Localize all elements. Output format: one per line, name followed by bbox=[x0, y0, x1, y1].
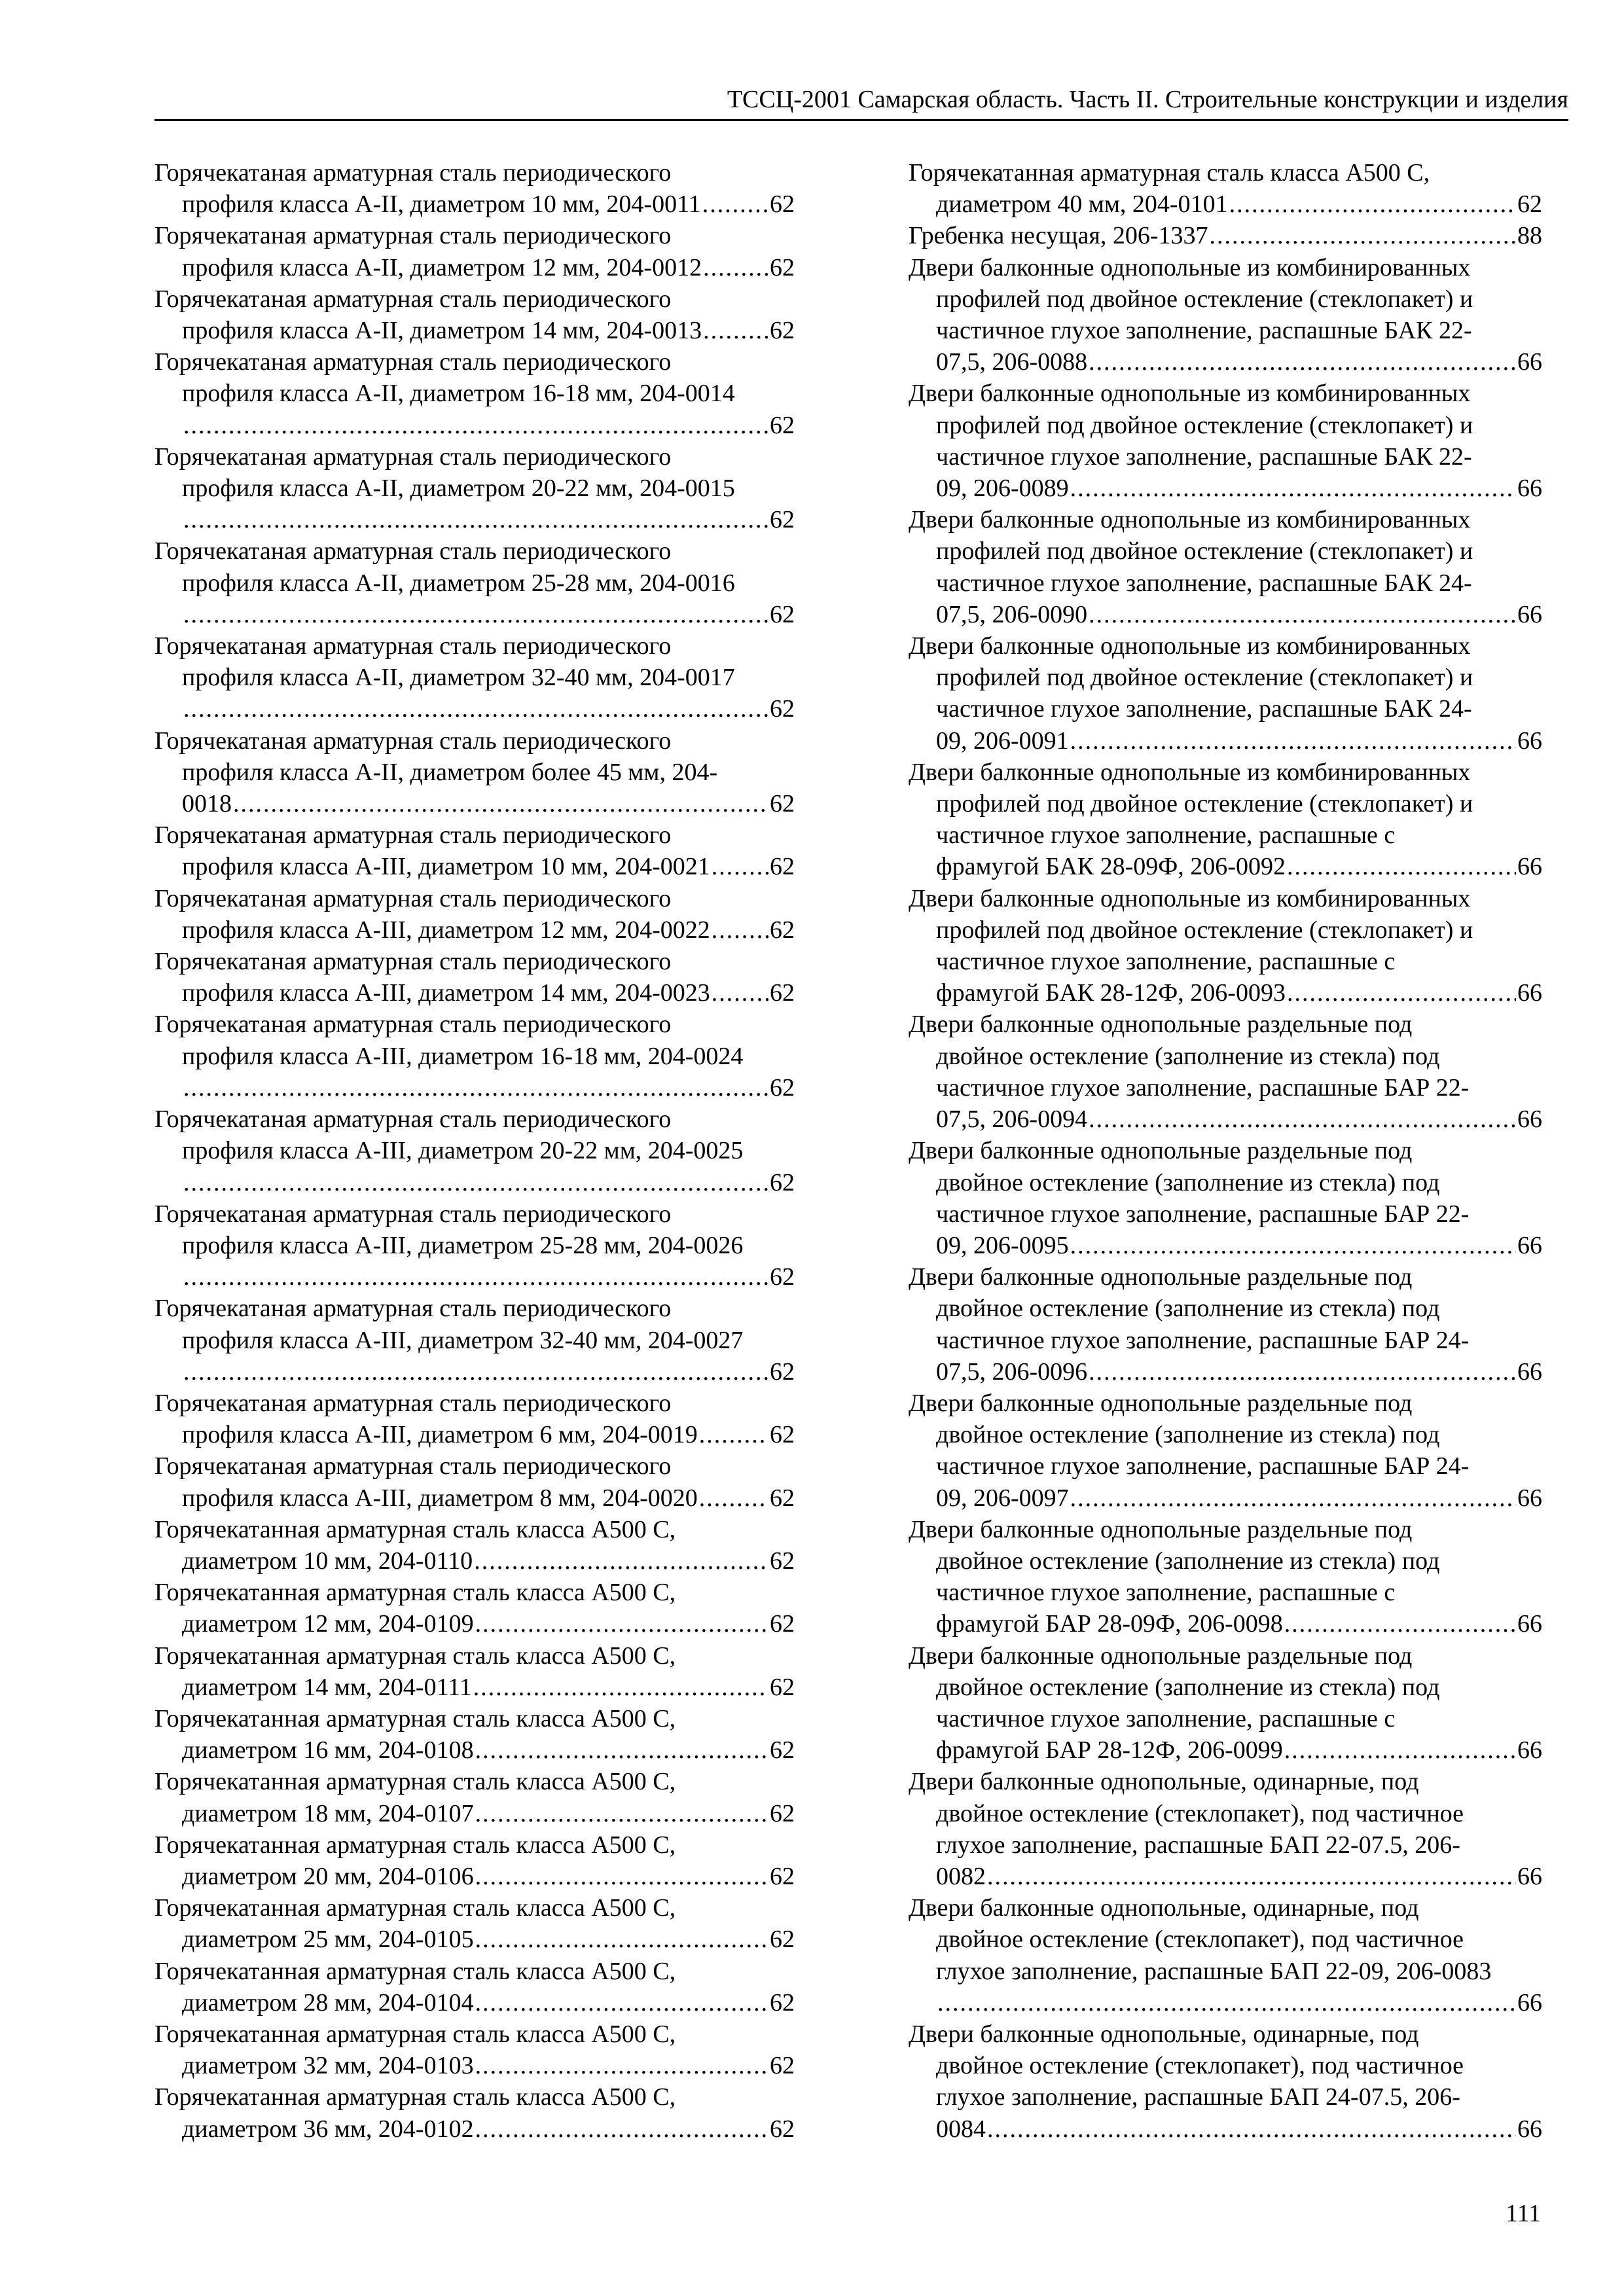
page-number: 111 bbox=[1506, 2200, 1542, 2227]
dot-leader bbox=[475, 1987, 768, 2018]
index-entry bbox=[909, 157, 1542, 220]
entry-text-line: диаметром 25 мм, 204-0105 bbox=[182, 1926, 474, 1954]
entry-page-number: 62 bbox=[770, 1357, 795, 1386]
entry-text-line: 0018 bbox=[182, 790, 232, 818]
dot-leader bbox=[1070, 1230, 1516, 1261]
entry-text-line: диаметром 20 мм, 204-0106 bbox=[182, 1862, 474, 1890]
entry-text-line: профиля класса А-II, диаметром более 45 мм, 204- bbox=[182, 758, 718, 786]
index-entry bbox=[154, 283, 795, 346]
entry-page-number: 62 bbox=[770, 1610, 795, 1638]
entry-text-line: Горячекатаная арматурная сталь периодического bbox=[154, 884, 672, 912]
index-entry bbox=[909, 1892, 1542, 2018]
entry-text-line: Горячекатаная арматурная сталь периодического bbox=[154, 159, 672, 187]
entry-text-line: Горячекатаная арматурная сталь периодического bbox=[154, 222, 672, 250]
running-header: ТССЦ-2001 Самарская область. Часть II. Строительные конструкции и изделия bbox=[154, 84, 1568, 121]
entry-text-line: Двери балконные однопольные из комбинированных bbox=[909, 884, 1471, 912]
entry-last-line bbox=[936, 473, 1542, 504]
entry-text-line: Горячекатанная арматурная сталь класса А500 С, bbox=[909, 159, 1430, 187]
dot-leader bbox=[1287, 977, 1516, 1009]
dot-leader bbox=[183, 1167, 768, 1198]
entry-text-line: двойное остекление (заполнение из стекла) под bbox=[936, 1168, 1440, 1196]
entry-last-line bbox=[182, 1261, 795, 1293]
dot-leader bbox=[1070, 1482, 1516, 1514]
entry-text-line: глухое заполнение, распашные БАП 22-09, 206-0083 bbox=[936, 1957, 1492, 1985]
index-entry bbox=[909, 504, 1542, 630]
index-entry bbox=[154, 819, 795, 882]
entry-last-line bbox=[936, 188, 1542, 220]
entry-last-line bbox=[182, 1861, 795, 1892]
entry-page-number: 62 bbox=[770, 1862, 795, 1890]
entry-page-number: 62 bbox=[770, 1484, 795, 1512]
entry-last-line bbox=[182, 1987, 795, 2018]
index-entry bbox=[154, 1766, 795, 1829]
entry-text-line: Горячекатаная арматурная сталь периодического bbox=[154, 442, 672, 471]
index-entry bbox=[154, 1293, 795, 1388]
index-entry bbox=[909, 220, 1542, 251]
entry-text-line: Горячекатаная арматурная сталь периодического bbox=[154, 1295, 672, 1323]
index-entry bbox=[154, 220, 795, 283]
entry-last-line bbox=[936, 1103, 1542, 1135]
entry-last-line bbox=[936, 1608, 1542, 1640]
dot-leader bbox=[987, 2113, 1516, 2145]
entry-page-number: 62 bbox=[770, 1547, 795, 1575]
entry-last-line bbox=[936, 346, 1542, 378]
dot-leader bbox=[1089, 1356, 1516, 1388]
index-entry bbox=[154, 1640, 795, 1703]
entry-text-line: профилей под двойное остекление (стеклопакет) и bbox=[936, 916, 1473, 944]
dot-leader bbox=[1229, 188, 1516, 220]
entry-text-line: 09, 206-0097 bbox=[936, 1484, 1069, 1512]
index-entry bbox=[154, 946, 795, 1009]
entry-last-line bbox=[936, 2113, 1542, 2145]
entry-last-line bbox=[182, 1545, 795, 1577]
dot-leader bbox=[1070, 725, 1516, 757]
index-entry bbox=[154, 2081, 795, 2144]
dot-leader bbox=[712, 851, 768, 882]
dot-leader bbox=[1284, 1734, 1516, 1766]
entry-last-line bbox=[182, 1924, 795, 1955]
dot-leader bbox=[473, 1672, 768, 1703]
entry-text-line: Двери балконные однопольные, одинарные, под bbox=[909, 1894, 1419, 1922]
entry-page-number: 66 bbox=[1517, 1231, 1542, 1259]
entry-text-line: Двери балконные однопольные раздельные под bbox=[909, 1389, 1413, 1417]
entry-page-number: 66 bbox=[1517, 1484, 1542, 1512]
entry-text-line: Горячекатаная арматурная сталь периодического bbox=[154, 1011, 672, 1039]
entry-text-line: частичное глухое заполнение, распашные БАК 24- bbox=[936, 569, 1472, 597]
entry-last-line bbox=[936, 1482, 1542, 1514]
entry-text-line: фрамугой БАР 28-12Ф, 206-0099 bbox=[936, 1736, 1283, 1765]
dot-leader bbox=[475, 1734, 768, 1766]
entry-last-line bbox=[936, 1356, 1542, 1388]
entry-text-line: Двери балконные однопольные из комбинированных bbox=[909, 506, 1471, 534]
index-entry bbox=[154, 630, 795, 725]
entry-text-line: Горячекатанная арматурная сталь класса А500 С, bbox=[154, 1768, 676, 1796]
entry-text-line: диаметром 14 мм, 204-0111 bbox=[182, 1673, 472, 1701]
dot-leader bbox=[702, 188, 768, 220]
dot-leader bbox=[474, 1545, 768, 1577]
entry-page-number: 62 bbox=[770, 1421, 795, 1449]
entry-text-line: Горячекатаная арматурная сталь периодического bbox=[154, 348, 672, 376]
entry-text-line: диаметром 32 мм, 204-0103 bbox=[182, 2052, 474, 2080]
entry-page-number: 66 bbox=[1517, 348, 1542, 376]
entry-text-line: профиля класса А-III, диаметром 10 мм, 204-0021 bbox=[182, 853, 710, 881]
entry-text-line: диаметром 16 мм, 204-0108 bbox=[182, 1736, 474, 1765]
index-entry bbox=[154, 1103, 795, 1198]
entry-text-line: частичное глухое заполнение, распашные БАК 22- bbox=[936, 442, 1472, 471]
entry-text-line: диаметром 10 мм, 204-0110 bbox=[182, 1547, 473, 1575]
entry-text-line: Горячекатанная арматурная сталь класса А500 С, bbox=[154, 1515, 676, 1543]
entry-text-line: Горячекатаная арматурная сталь периодического bbox=[154, 1389, 672, 1417]
entry-last-line bbox=[182, 977, 795, 1009]
entry-last-line bbox=[936, 1861, 1542, 1892]
entry-text-line: 09, 206-0089 bbox=[936, 475, 1069, 503]
entry-last-line bbox=[182, 1734, 795, 1766]
dot-leader bbox=[1210, 220, 1516, 251]
entry-page-number: 62 bbox=[770, 2115, 795, 2143]
entry-page-number: 66 bbox=[1517, 1610, 1542, 1638]
entry-text-line: Двери балконные однопольные раздельные под bbox=[909, 1011, 1413, 1039]
entry-text-line: Горячекатаная арматурная сталь периодического bbox=[154, 1105, 672, 1134]
entry-text-line: фрамугой БАР 28-09Ф, 206-0098 bbox=[936, 1610, 1283, 1638]
entry-text-line: профиля класса А-III, диаметром 14 мм, 204-0023 bbox=[182, 979, 710, 1007]
entry-text-line: Горячекатаная арматурная сталь периодического bbox=[154, 285, 672, 313]
index-entry bbox=[154, 1703, 795, 1766]
entry-text-line: Горячекатанная арматурная сталь класса А500 С, bbox=[154, 1894, 676, 1922]
index-entry bbox=[154, 1892, 795, 1955]
entry-page-number: 62 bbox=[770, 695, 795, 723]
entry-page-number: 66 bbox=[1517, 475, 1542, 503]
entry-page-number: 66 bbox=[1517, 726, 1542, 755]
entry-text-line: профиля класса А-II, диаметром 14 мм, 204-0013 bbox=[182, 317, 702, 345]
entry-page-number: 62 bbox=[770, 317, 795, 345]
dot-leader bbox=[937, 1987, 1516, 2018]
entry-text-line: Горячекатанная арматурная сталь класса А500 С, bbox=[154, 1831, 676, 1859]
entry-last-line bbox=[182, 1672, 795, 1703]
dot-leader bbox=[712, 977, 768, 1009]
index-entry bbox=[154, 2018, 795, 2081]
index-entry bbox=[909, 1388, 1542, 1514]
entry-last-line bbox=[182, 1072, 795, 1103]
index-entry bbox=[154, 1450, 795, 1513]
entry-page-number: 66 bbox=[1517, 2115, 1542, 2143]
dot-leader bbox=[183, 1072, 768, 1103]
index-entry bbox=[154, 441, 795, 536]
entry-page-number: 66 bbox=[1517, 1862, 1542, 1890]
index-entry bbox=[154, 535, 795, 630]
entry-text-line: профиля класса А-II, диаметром 32-40 мм, 204-0017 bbox=[182, 664, 735, 692]
index-column-right bbox=[909, 157, 1542, 2145]
entry-text-line: частичное глухое заполнение, распашные БАР 22- bbox=[936, 1200, 1470, 1228]
entry-last-line bbox=[936, 1734, 1542, 1766]
entry-text-line: Горячекатанная арматурная сталь класса А500 С, bbox=[154, 1641, 676, 1670]
entry-last-line bbox=[182, 504, 795, 535]
entry-text-line: 07,5, 206-0088 bbox=[936, 348, 1088, 376]
index-entry bbox=[154, 1829, 795, 1892]
dot-leader bbox=[183, 693, 768, 725]
entry-text-line: Двери балконные однопольные из комбинированных bbox=[909, 632, 1471, 660]
index-entry bbox=[909, 883, 1542, 1009]
entry-text-line: профилей под двойное остекление (стеклопакет) и bbox=[936, 285, 1473, 313]
entry-text-line: профиля класса А-III, диаметром 8 мм, 204-0020 bbox=[182, 1484, 698, 1512]
entry-text-line: 0084 bbox=[936, 2115, 986, 2143]
entry-text-line: частичное глухое заполнение, распашные с bbox=[936, 948, 1396, 976]
index-entry bbox=[909, 2018, 1542, 2145]
entry-text-line: двойное остекление (заполнение из стекла) под bbox=[936, 1042, 1440, 1070]
entry-last-line bbox=[182, 2113, 795, 2145]
entry-last-line bbox=[936, 977, 1542, 1009]
entry-text-line: двойное остекление (заполнение из стекла) под bbox=[936, 1421, 1440, 1449]
index-entry bbox=[154, 1577, 795, 1640]
entry-page-number: 62 bbox=[770, 1988, 795, 2017]
entry-text-line: Горячекатаная арматурная сталь периодического bbox=[154, 632, 672, 660]
entry-last-line bbox=[182, 788, 795, 819]
entry-text-line: профиля класса А-II, диаметром 12 мм, 204-0012 bbox=[182, 253, 702, 281]
entry-text-line: Горячекатанная арматурная сталь класса А500 С, bbox=[154, 2083, 676, 2111]
entry-text-line: профилей под двойное остекление (стеклопакет) и bbox=[936, 664, 1473, 692]
dot-leader bbox=[475, 1861, 768, 1892]
entry-text-line: частичное глухое заполнение, распашные БАК 22- bbox=[936, 317, 1472, 345]
entry-last-line bbox=[182, 914, 795, 946]
index-entry bbox=[909, 757, 1542, 883]
entry-text-line: фрамугой БАК 28-09Ф, 206-0092 bbox=[936, 853, 1286, 881]
dot-leader bbox=[183, 410, 768, 441]
entry-last-line bbox=[182, 410, 795, 441]
entry-text-line: 07,5, 206-0090 bbox=[936, 600, 1088, 628]
entry-page-number: 66 bbox=[1517, 979, 1542, 1007]
entry-text-line: 07,5, 206-0096 bbox=[936, 1357, 1088, 1386]
entry-text-line: частичное глухое заполнение, распашные с bbox=[936, 821, 1396, 850]
index-entry bbox=[909, 1766, 1542, 1892]
entry-page-number: 62 bbox=[770, 2052, 795, 2080]
dot-leader bbox=[703, 252, 768, 283]
entry-text-line: диаметром 12 мм, 204-0109 bbox=[182, 1610, 474, 1638]
entry-text-line: 09, 206-0091 bbox=[936, 726, 1069, 755]
entry-text-line: Горячекатанная арматурная сталь класса А500 С, bbox=[154, 1579, 676, 1607]
entry-text-line: Двери балконные однопольные из комбинированных bbox=[909, 380, 1471, 408]
entry-text-line: Двери балконные однопольные, одинарные, под bbox=[909, 2020, 1419, 2048]
entry-last-line bbox=[182, 315, 795, 346]
dot-leader bbox=[699, 1482, 768, 1514]
entry-last-line bbox=[182, 693, 795, 725]
dot-leader bbox=[183, 1356, 768, 1388]
entry-text-line: диаметром 36 мм, 204-0102 bbox=[182, 2115, 474, 2143]
index-entry bbox=[909, 1135, 1542, 1261]
entry-text-line: профиля класса А-II, диаметром 25-28 мм, 204-0016 bbox=[182, 569, 735, 597]
entry-last-line bbox=[936, 599, 1542, 630]
entry-text-line: двойное остекление (стеклопакет), под частичное bbox=[936, 1926, 1464, 1954]
entry-text-line: Гребенка несущая, 206-1337 bbox=[909, 222, 1208, 250]
entry-text-line: частичное глухое заполнение, распашные с bbox=[936, 1704, 1396, 1732]
entry-page-number: 66 bbox=[1517, 1988, 1542, 2017]
entry-last-line bbox=[182, 851, 795, 882]
entry-text-line: Двери балконные однопольные раздельные под bbox=[909, 1137, 1413, 1165]
entry-text-line: Горячекатаная арматурная сталь периодического bbox=[154, 537, 672, 565]
entry-text-line: Горячекатанная арматурная сталь класса А500 С, bbox=[154, 1704, 676, 1732]
dot-leader bbox=[1284, 1608, 1516, 1640]
entry-page-number: 62 bbox=[1517, 190, 1542, 219]
dot-leader bbox=[703, 315, 768, 346]
dot-leader bbox=[1089, 1103, 1516, 1135]
entry-last-line bbox=[936, 1230, 1542, 1261]
index-entry bbox=[909, 252, 1542, 378]
entry-text-line: глухое заполнение, распашные БАП 22-07.5, 206- bbox=[936, 1831, 1460, 1859]
entry-page-number: 62 bbox=[770, 853, 795, 881]
entry-text-line: профиля класса А-III, диаметром 25-28 мм, 204-0026 bbox=[182, 1231, 744, 1259]
dot-leader bbox=[475, 1924, 768, 1955]
entry-text-line: Двери балконные однопольные раздельные под bbox=[909, 1515, 1413, 1543]
entry-page-number: 62 bbox=[770, 506, 795, 534]
index-entry bbox=[154, 1956, 795, 2018]
dot-leader bbox=[183, 599, 768, 630]
entry-text-line: профиля класса А-III, диаметром 12 мм, 204-0022 bbox=[182, 916, 710, 944]
entry-text-line: 09, 206-0095 bbox=[936, 1231, 1069, 1259]
entry-last-line bbox=[909, 220, 1542, 251]
entry-page-number: 62 bbox=[770, 1263, 795, 1291]
entry-last-line bbox=[182, 2050, 795, 2081]
entry-text-line: Горячекатаная арматурная сталь периодического bbox=[154, 1452, 672, 1480]
entry-text-line: двойное остекление (заполнение из стекла) под bbox=[936, 1673, 1440, 1701]
entry-last-line bbox=[182, 188, 795, 220]
entry-text-line: Двери балконные однопольные из комбинированных bbox=[909, 758, 1471, 786]
entry-page-number: 66 bbox=[1517, 600, 1542, 628]
entry-text-line: двойное остекление (стеклопакет), под частичное bbox=[936, 1799, 1464, 1827]
entry-text-line: профилей под двойное остекление (стеклопакет) и bbox=[936, 537, 1473, 565]
dot-leader bbox=[183, 504, 768, 535]
entry-last-line bbox=[182, 599, 795, 630]
dot-leader bbox=[712, 914, 768, 946]
entry-text-line: профилей под двойное остекление (стеклопакет) и bbox=[936, 411, 1473, 439]
entry-text-line: Горячекатанная арматурная сталь класса А500 С, bbox=[154, 2020, 676, 2048]
entry-text-line: профиля класса А-III, диаметром 20-22 мм, 204-0025 bbox=[182, 1137, 744, 1165]
entry-text-line: профиля класса А-II, диаметром 16-18 мм, 204-0014 bbox=[182, 380, 735, 408]
entry-text-line: двойное остекление (заполнение из стекла) под bbox=[936, 1547, 1440, 1575]
index-entry bbox=[909, 1514, 1542, 1640]
entry-page-number: 62 bbox=[770, 790, 795, 818]
entry-text-line: частичное глухое заполнение, распашные БАР 24- bbox=[936, 1452, 1470, 1480]
entry-page-number: 62 bbox=[770, 1673, 795, 1701]
entry-text-line: фрамугой БАК 28-12Ф, 206-0093 bbox=[936, 979, 1286, 1007]
entry-text-line: Горячекатанная арматурная сталь класса А500 С, bbox=[154, 1957, 676, 1985]
dot-leader bbox=[233, 788, 768, 819]
entry-text-line: Двери балконные однопольные, одинарные, под bbox=[909, 1768, 1419, 1796]
index-entry bbox=[909, 378, 1542, 504]
dot-leader bbox=[183, 1261, 768, 1293]
entry-last-line bbox=[182, 1482, 795, 1514]
entry-page-number: 66 bbox=[1517, 1105, 1542, 1134]
entry-page-number: 62 bbox=[770, 1736, 795, 1765]
dot-leader bbox=[1287, 851, 1516, 882]
entry-last-line bbox=[182, 252, 795, 283]
index-entry bbox=[154, 1009, 795, 1103]
entry-text-line: двойное остекление (стеклопакет), под частичное bbox=[936, 2052, 1464, 2080]
index-entry bbox=[154, 1198, 795, 1293]
dot-leader bbox=[699, 1419, 768, 1450]
entry-page-number: 62 bbox=[770, 190, 795, 219]
entry-text-line: 07,5, 206-0094 bbox=[936, 1105, 1088, 1134]
entry-text-line: Горячекатаная арматурная сталь периодического bbox=[154, 1200, 672, 1228]
entry-text-line: диаметром 18 мм, 204-0107 bbox=[182, 1799, 474, 1827]
entry-last-line bbox=[182, 1356, 795, 1388]
index-entry bbox=[909, 1640, 1542, 1767]
index-entry bbox=[154, 346, 795, 441]
index-entry bbox=[909, 1009, 1542, 1135]
entry-text-line: профиля класса А-II, диаметром 10 мм, 204-0011 bbox=[182, 190, 701, 219]
entry-text-line: Горячекатаная арматурная сталь периодического bbox=[154, 726, 672, 755]
entry-page-number: 62 bbox=[770, 1168, 795, 1196]
entry-text-line: Двери балконные однопольные раздельные под bbox=[909, 1263, 1413, 1291]
entry-last-line bbox=[182, 1608, 795, 1640]
entry-last-line bbox=[936, 1987, 1542, 2018]
entry-page-number: 66 bbox=[1517, 1736, 1542, 1765]
entry-last-line bbox=[182, 1167, 795, 1198]
index-column-left bbox=[154, 157, 795, 2145]
entry-page-number: 88 bbox=[1517, 222, 1542, 250]
dot-leader bbox=[1070, 473, 1516, 504]
entry-text-line: 0082 bbox=[936, 1862, 986, 1890]
dot-leader bbox=[475, 1608, 768, 1640]
entry-page-number: 66 bbox=[1517, 1357, 1542, 1386]
dot-leader bbox=[1089, 346, 1516, 378]
dot-leader bbox=[475, 1798, 768, 1829]
index-entry bbox=[154, 725, 795, 820]
entry-text-line: Двери балконные однопольные из комбинированных bbox=[909, 253, 1471, 281]
entry-page-number: 62 bbox=[770, 979, 795, 1007]
entry-text-line: Горячекатаная арматурная сталь периодического bbox=[154, 821, 672, 850]
entry-text-line: Двери балконные однопольные раздельные под bbox=[909, 1641, 1413, 1670]
dot-leader bbox=[475, 2050, 768, 2081]
entry-text-line: профиля класса А-III, диаметром 6 мм, 204-0019 bbox=[182, 1421, 698, 1449]
entry-text-line: глухое заполнение, распашные БАП 24-07.5, 206- bbox=[936, 2083, 1460, 2111]
entry-text-line: профиля класса А-III, диаметром 16-18 мм, 204-0024 bbox=[182, 1042, 744, 1070]
entry-text-line: Горячекатаная арматурная сталь периодического bbox=[154, 948, 672, 976]
entry-page-number: 62 bbox=[770, 1926, 795, 1954]
entry-text-line: частичное глухое заполнение, распашные БАР 22- bbox=[936, 1073, 1470, 1102]
entry-text-line: диаметром 40 мм, 204-0101 bbox=[936, 190, 1228, 219]
entry-last-line bbox=[936, 725, 1542, 757]
entry-text-line: профиля класса А-III, диаметром 32-40 мм, 204-0027 bbox=[182, 1326, 744, 1354]
entry-page-number: 62 bbox=[770, 600, 795, 628]
entry-last-line bbox=[182, 1798, 795, 1829]
entry-text-line: частичное глухое заполнение, распашные БАК 24- bbox=[936, 695, 1472, 723]
entry-page-number: 62 bbox=[770, 916, 795, 944]
entry-text-line: двойное остекление (заполнение из стекла) под bbox=[936, 1295, 1440, 1323]
entry-page-number: 62 bbox=[770, 411, 795, 439]
entry-last-line bbox=[182, 1419, 795, 1450]
entry-text-line: частичное глухое заполнение, распашные БАР 24- bbox=[936, 1326, 1470, 1354]
entry-text-line: диаметром 28 мм, 204-0104 bbox=[182, 1988, 474, 2017]
dot-leader bbox=[987, 1861, 1516, 1892]
entry-text-line: частичное глухое заполнение, распашные с bbox=[936, 1579, 1396, 1607]
entry-text-line: профиля класса А-II, диаметром 20-22 мм, 204-0015 bbox=[182, 475, 735, 503]
index-entry bbox=[154, 883, 795, 946]
entry-page-number: 62 bbox=[770, 1073, 795, 1102]
entry-page-number: 62 bbox=[770, 1799, 795, 1827]
index-entry bbox=[909, 1261, 1542, 1388]
index-entry bbox=[154, 157, 795, 220]
index-entry bbox=[154, 1514, 795, 1577]
entry-text-line: профилей под двойное остекление (стеклопакет) и bbox=[936, 790, 1473, 818]
index-entry bbox=[154, 1388, 795, 1450]
entry-last-line bbox=[936, 851, 1542, 882]
dot-leader bbox=[1089, 599, 1516, 630]
entry-page-number: 66 bbox=[1517, 853, 1542, 881]
index-entry bbox=[909, 630, 1542, 757]
entry-page-number: 62 bbox=[770, 253, 795, 281]
dot-leader bbox=[475, 2113, 768, 2145]
